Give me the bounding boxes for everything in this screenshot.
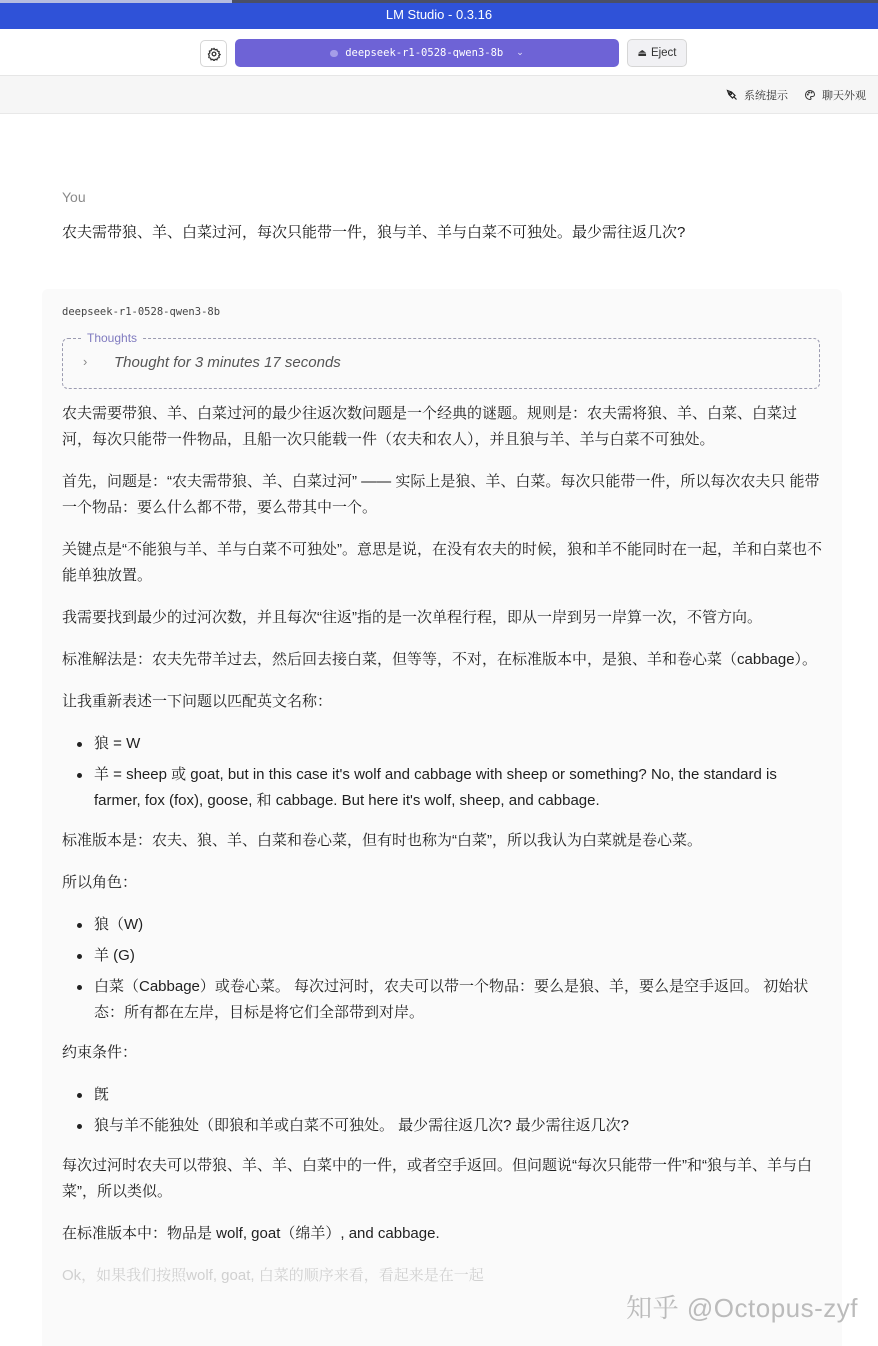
pen-tool-icon bbox=[726, 89, 738, 101]
chat-area[interactable] bbox=[0, 114, 878, 1346]
load-progress bbox=[0, 0, 232, 3]
paragraph: 让我重新表述一下问题以匹配英文名称： bbox=[62, 693, 333, 710]
model-selector-label: deepseek-r1-0528-qwen3-8b bbox=[345, 47, 504, 59]
paragraph: 农夫需要带狼、羊、白菜过河的最少往返次数问题是一个经典的谜题。规则是：农夫需将狼、羊、白菜、白菜过河，每次只能带一件物品，且船一次只能载一件（农夫和农人），并且狼与羊、羊与白菜不可独处。 bbox=[62, 405, 798, 448]
paragraph: 首先，问题是：“农夫需带狼、羊、白菜过河” —— 实际上是狼、羊、白菜。每次只能带一件，所以每次农夫只 能带一个物品：要么什么都不带，要么带其中一个。 bbox=[62, 473, 820, 516]
list-item: 白菜（Cabbage）或卷心菜。 每次过河时，农夫可以带一个物品：要么是狼、羊，要么是空手返回。 初始状态：所有都在左岸，目标是将它们全部带到对岸。 bbox=[62, 974, 822, 1026]
chat-subbar bbox=[0, 76, 878, 114]
eject-button[interactable] bbox=[627, 39, 687, 67]
assistant-model-name: deepseek-r1-0528-qwen3-8b bbox=[62, 306, 221, 318]
faded-paragraph: Ok，如果我们按照wolf, goat, 白菜的顺序来看，看起来是在一起 bbox=[62, 1267, 484, 1284]
assistant-message bbox=[42, 289, 842, 1346]
palette-icon bbox=[804, 89, 816, 101]
list-item: 旣 bbox=[62, 1082, 822, 1108]
eject-icon: ⏏ bbox=[637, 47, 647, 59]
chat-appearance-label: 聊天外观 bbox=[822, 90, 866, 102]
watermark: 知乎 @Octopus-zyf bbox=[626, 1293, 858, 1323]
robot-icon bbox=[330, 50, 338, 57]
system-prompt-button[interactable] bbox=[726, 87, 788, 103]
top-toolbar bbox=[0, 29, 878, 76]
thoughts-summary: Thought for 3 minutes 17 seconds bbox=[114, 354, 341, 371]
paragraph: 每次过河时农夫可以带狼、羊、羊、白菜中的一件，或者空手返回。但问题说“每次只能带一件”和“狼与羊、羊与白菜”，所以类似。 bbox=[62, 1157, 812, 1200]
list-item: 羊 = sheep 或 goat, but in this case it's wolf and cabbage with sheep or something? No, the standard is farmer, fox (fox), goose, 和 cabbage. But here it's wolf, sheep, and cabbage. bbox=[62, 762, 822, 814]
bullet-list bbox=[62, 731, 822, 814]
paragraph: 所以角色： bbox=[62, 874, 138, 891]
system-prompt-label: 系统提示 bbox=[744, 90, 788, 102]
eject-label: Eject bbox=[650, 47, 677, 59]
title-bar bbox=[0, 0, 878, 29]
thoughts-block[interactable] bbox=[62, 331, 820, 389]
bullet-list bbox=[62, 912, 822, 1026]
paragraph: 约束条件： bbox=[62, 1044, 138, 1061]
paragraph: 关键点是“不能狼与羊、羊与白菜不可独处”。意思是说，在没有农夫的时候，狼和羊不能同时在一起，羊和白菜也不能单独放置。 bbox=[62, 541, 822, 584]
window-title: LM Studio - 0.3.16 bbox=[385, 7, 493, 22]
chat-appearance-button[interactable] bbox=[804, 87, 866, 103]
bullet-list bbox=[62, 1082, 822, 1139]
list-item: 狼 = W bbox=[62, 731, 822, 757]
assistant-message-body bbox=[62, 401, 822, 1305]
gear-icon bbox=[207, 47, 221, 61]
settings-button[interactable] bbox=[200, 40, 227, 67]
chevron-right-icon[interactable]: › bbox=[83, 354, 88, 369]
chevron-down-icon: ⌄ bbox=[516, 48, 524, 58]
list-item: 羊 (G) bbox=[62, 943, 822, 969]
model-selector[interactable] bbox=[235, 39, 619, 67]
thoughts-legend: Thoughts bbox=[83, 331, 141, 345]
paragraph: 在标准版本中：物品是 wolf, goat（绵羊）, and cabbage. bbox=[62, 1225, 440, 1242]
paragraph: 我需要找到最少的过河次数，并且每次“往返”指的是一次单程行程，即从一岸到另一岸算一次，不管方向。 bbox=[62, 609, 762, 626]
paragraph: 标准版本是：农夫、狼、羊、白菜和卷心菜，但有时也称为“白菜”，所以我认为白菜就是卷心菜。 bbox=[62, 832, 702, 849]
load-progress-track bbox=[232, 0, 878, 3]
paragraph: 标准解法是：农夫先带羊过去，然后回去接白菜，但等等，不对，在标准版本中，是狼、羊和卷心菜（cabbage）。 bbox=[62, 651, 818, 668]
user-message: 农夫需带狼、羊、白菜过河，每次只能带一件，狼与羊、羊与白菜不可独处。最少需往返几次? bbox=[62, 224, 686, 241]
user-label: You bbox=[62, 189, 86, 205]
list-item: 狼与羊不能独处（即狼和羊或白菜不可独处。 最少需往返几次? 最少需往返几次? bbox=[62, 1113, 822, 1139]
list-item: 狼（W) bbox=[62, 912, 822, 938]
